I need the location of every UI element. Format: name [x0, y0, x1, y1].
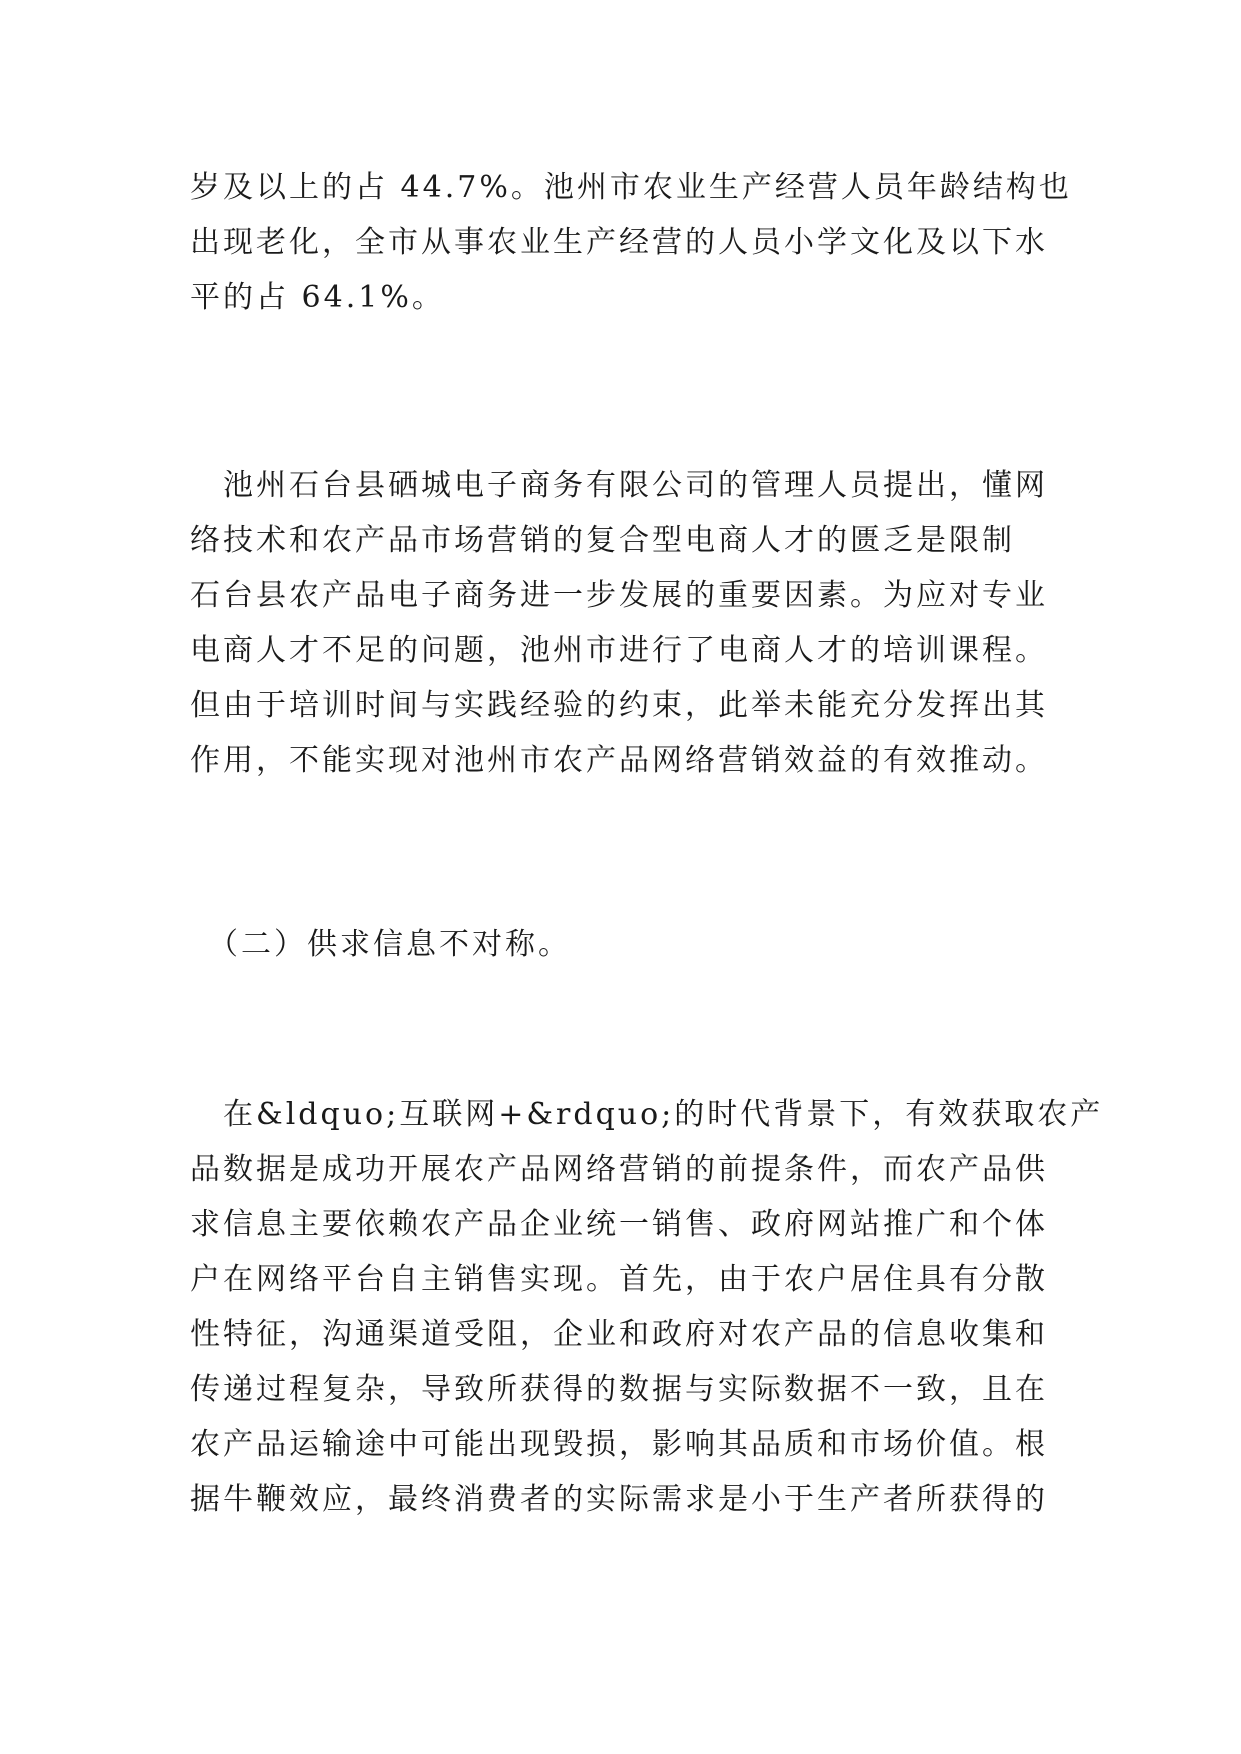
- section-heading: [190, 917, 1070, 972]
- text-line: 品数据是成功开展农产品网络营销的前提条件，而农产品供: [190, 1152, 1048, 1187]
- text-line: 但由于培训时间与实践经验的约束，此举未能充分发挥出其: [190, 688, 1048, 723]
- text-line: 在&ldquo;互联网+&rdquo;的时代背景下，有效获取农产: [190, 1097, 1104, 1132]
- paragraph-age-structure: [190, 160, 1070, 325]
- text-line: 络技术和农产品市场营销的复合型电商人才的匮乏是限制: [190, 523, 1015, 558]
- paragraph-talent-shortage: [190, 458, 1070, 788]
- text-line: 电商人才不足的问题，池州市进行了电商人才的培训课程。: [190, 633, 1048, 668]
- paragraph-information-asymmetry: [190, 1087, 1104, 1527]
- text-line: 平的占 64.1%。: [190, 280, 445, 315]
- text-line: 据牛鞭效应，最终消费者的实际需求是小于生产者所获得的: [190, 1482, 1048, 1517]
- text-line: 性特征，沟通渠道受阻，企业和政府对农产品的信息收集和: [190, 1317, 1048, 1352]
- text-line: 传递过程复杂，导致所获得的数据与实际数据不一致，且在: [190, 1372, 1048, 1407]
- text-line: 求信息主要依赖农产品企业统一销售、政府网站推广和个体: [190, 1207, 1048, 1242]
- text-line: 石台县农产品电子商务进一步发展的重要因素。为应对专业: [190, 578, 1048, 613]
- heading-line: （二）供求信息不对称。: [190, 927, 571, 962]
- text-line: 出现老化，全市从事农业生产经营的人员小学文化及以下水: [190, 225, 1048, 260]
- text-line: 岁及以上的占 44.7%。池州市农业生产经营人员年龄结构也: [190, 170, 1072, 205]
- text-line: 池州石台县硒城电子商务有限公司的管理人员提出，懂网: [190, 468, 1048, 503]
- text-line: 农产品运输途中可能出现毁损，影响其品质和市场价值。根: [190, 1427, 1048, 1462]
- text-line: 户在网络平台自主销售实现。首先，由于农户居住具有分散: [190, 1262, 1048, 1297]
- text-line: 作用，不能实现对池州市农产品网络营销效益的有效推动。: [190, 743, 1048, 778]
